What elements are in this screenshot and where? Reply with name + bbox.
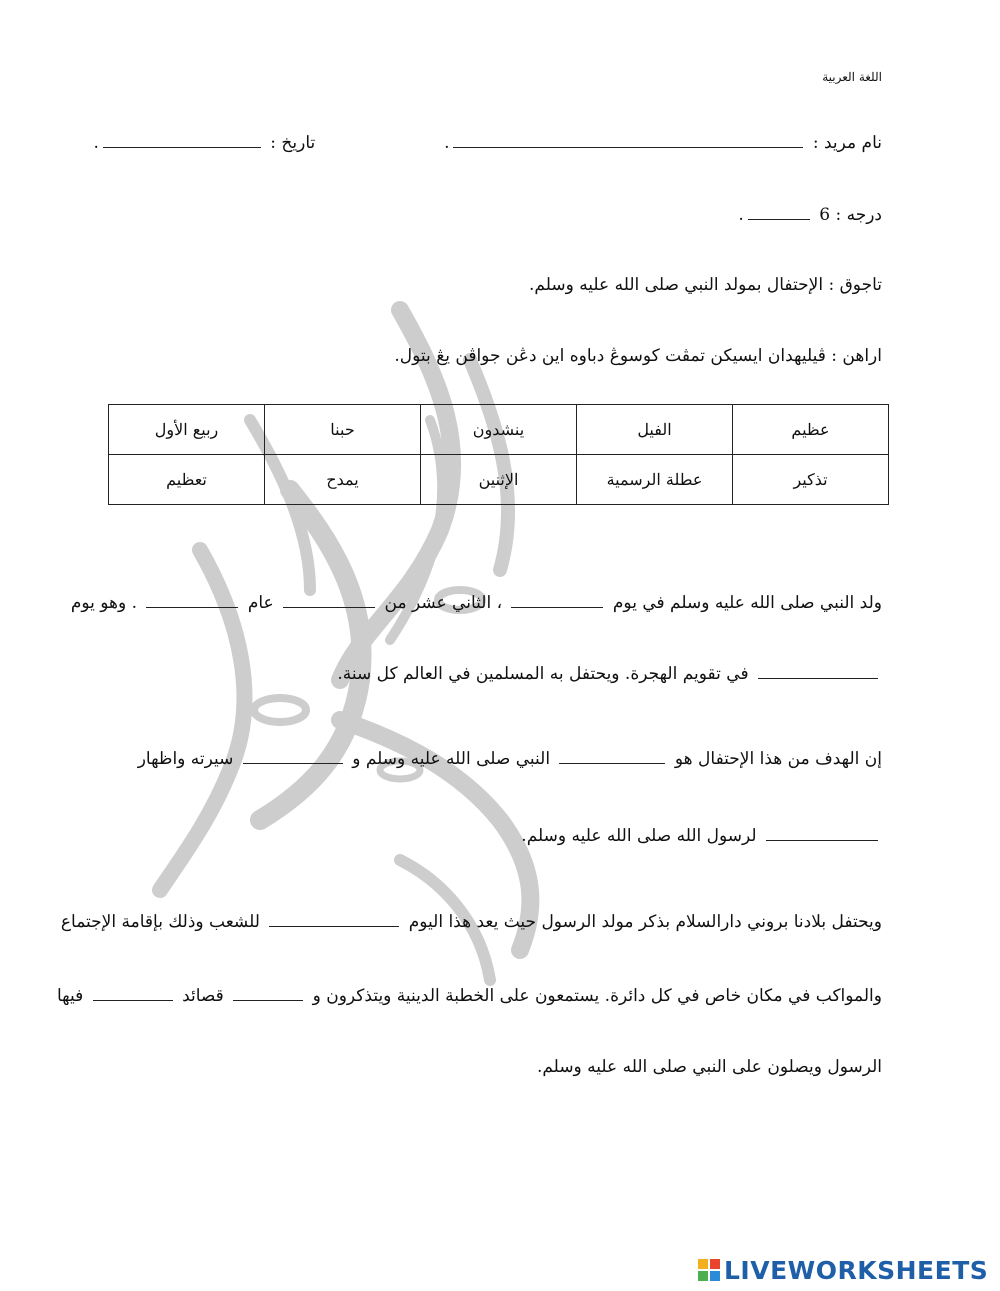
paragraph3-line3 bbox=[537, 1057, 882, 1077]
blank-10[interactable] bbox=[93, 999, 173, 1001]
p1-text-d: . وهو يوم bbox=[70, 593, 138, 613]
word-bank-cell: تذكير bbox=[733, 455, 889, 505]
liveworksheets-logo bbox=[698, 1256, 988, 1284]
p2-text-b: النبي صلى الله عليه وسلم و bbox=[352, 749, 551, 769]
blank-6[interactable] bbox=[243, 762, 343, 764]
p2-text-c: سيرته واظهار bbox=[137, 749, 234, 769]
grade-input[interactable] bbox=[748, 218, 810, 220]
paragraph2-line1 bbox=[138, 749, 882, 769]
word-bank-cell: حبنا bbox=[265, 405, 421, 455]
blank-2[interactable] bbox=[283, 606, 375, 608]
instruction-line: اراهن : ڤيليهدان ايسيكن تمڤت كوسوڠ دباوه اين دڠن جواڤن يڠ بتول. bbox=[394, 346, 882, 366]
p1-text-b: ، الثاني عشر من bbox=[384, 593, 503, 613]
p2-text-a: إن الهدف من هذا الإحتفال هو bbox=[674, 749, 882, 769]
p3-text-e: فيها bbox=[57, 986, 84, 1006]
date-end: . bbox=[93, 133, 99, 153]
blank-7[interactable] bbox=[766, 839, 878, 841]
word-bank-cell: ينشدون bbox=[421, 405, 577, 455]
word-bank-cell: الإثنين bbox=[421, 455, 577, 505]
logo-blocks-icon bbox=[698, 1259, 720, 1281]
p3-text-d: قصائد bbox=[182, 986, 224, 1006]
word-bank-cell: ربيع الأول bbox=[109, 405, 265, 455]
blank-1[interactable] bbox=[511, 606, 603, 608]
word-bank-table bbox=[108, 404, 889, 505]
name-input[interactable] bbox=[453, 146, 803, 148]
grade-line bbox=[738, 205, 882, 225]
blank-8[interactable] bbox=[269, 925, 399, 927]
word-bank-cell: عظيم bbox=[733, 405, 889, 455]
name-date-line bbox=[93, 133, 882, 153]
p1-text-c: عام bbox=[247, 593, 274, 613]
p3-text-f: الرسول ويصلون على النبي صلى الله عليه وسلم. bbox=[536, 1057, 882, 1077]
p2-text-d: لرسول الله صلى الله عليه وسلم. bbox=[521, 826, 757, 846]
date-label: تاريخ : bbox=[270, 133, 316, 153]
name-end: . bbox=[444, 133, 450, 153]
logo-text: LIVEWORKSHEETS bbox=[724, 1255, 989, 1285]
word-bank-row bbox=[109, 455, 889, 505]
date-input[interactable] bbox=[103, 146, 261, 148]
p3-text-a: ويحتفل بلادنا بروني دارالسلام بذكر مولد الرسول حيث يعد هذا اليوم bbox=[408, 912, 882, 932]
grade-label: درجه : 6 bbox=[819, 205, 882, 225]
word-bank-row bbox=[109, 405, 889, 455]
topic-line: تاجوق : الإحتفال بمولد النبي صلى الله عليه وسلم. bbox=[528, 275, 882, 295]
paragraph1-line2 bbox=[337, 664, 882, 684]
blank-5[interactable] bbox=[559, 762, 665, 764]
blank-9[interactable] bbox=[233, 999, 303, 1001]
name-label: نام مريد : bbox=[812, 133, 882, 153]
word-bank-cell: الفيل bbox=[577, 405, 733, 455]
paragraph3-line2 bbox=[57, 986, 882, 1006]
p1-text-e: في تقويم الهجرة. ويحتفل به المسلمين في العالم كل سنة. bbox=[337, 664, 749, 684]
blank-3[interactable] bbox=[146, 606, 238, 608]
paragraph2-line2 bbox=[521, 826, 882, 846]
p3-text-b: للشعب وذلك بإقامة الإجتماع bbox=[60, 912, 260, 932]
word-bank-cell: تعظيم bbox=[109, 455, 265, 505]
paragraph3-line1 bbox=[61, 912, 882, 932]
blank-4[interactable] bbox=[758, 677, 878, 679]
grade-end: . bbox=[738, 205, 744, 225]
word-bank-cell: يمدح bbox=[265, 455, 421, 505]
p1-text-a: ولد النبي صلى الله عليه وسلم في يوم bbox=[612, 593, 882, 613]
paragraph1-line1 bbox=[71, 593, 882, 613]
p3-text-c: والمواكب في مكان خاص في كل دائرة. يستمعون على الخطبة الدينية ويتذكرون و bbox=[312, 986, 882, 1006]
word-bank-cell: عطلة الرسمية bbox=[577, 455, 733, 505]
subject-label: اللغة العربية bbox=[822, 70, 882, 84]
